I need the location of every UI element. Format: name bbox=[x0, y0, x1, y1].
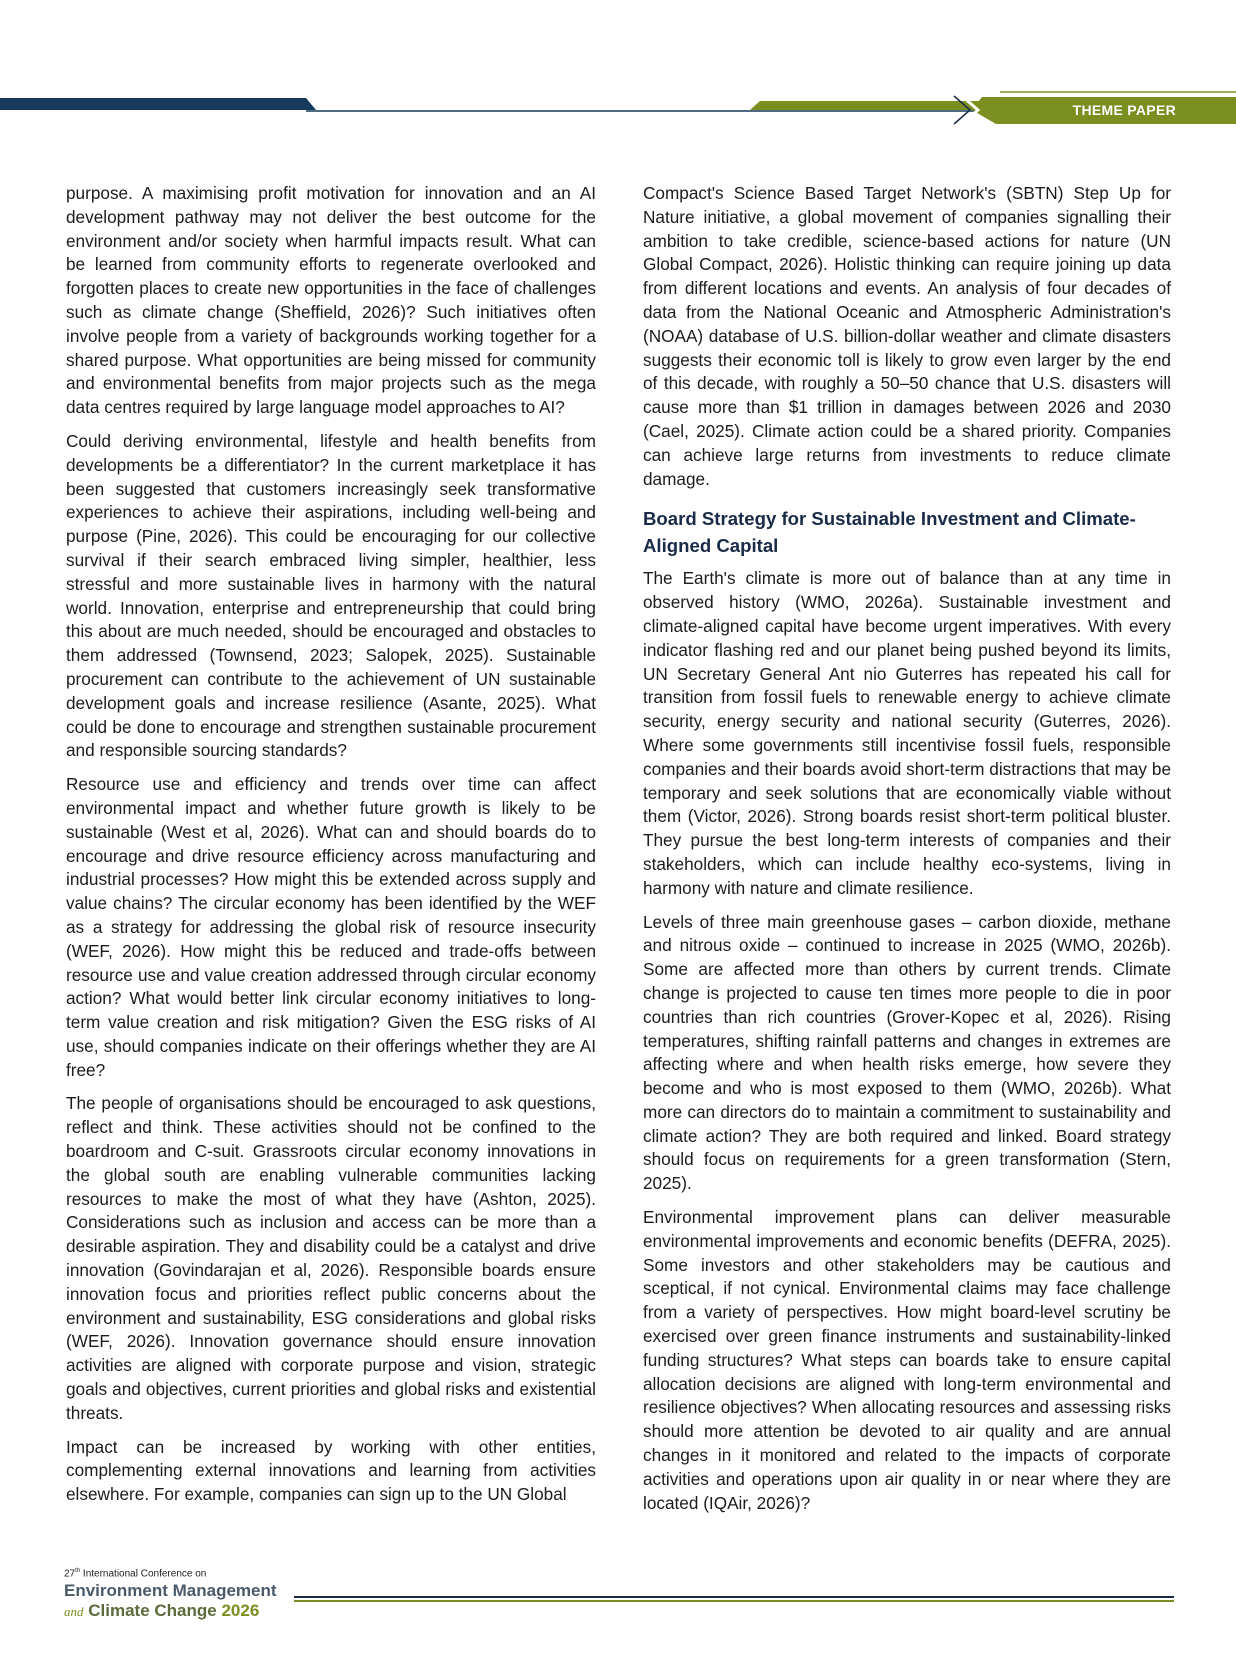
conference-title-line2 bbox=[64, 1601, 259, 1621]
conference-caption bbox=[64, 1568, 206, 1579]
section-heading: Board Strategy for Sustainable Investment and Climate-Aligned Capital bbox=[643, 508, 1136, 557]
paragraph: purpose. A maximising profit motivation for innovation and an AI development pathway may not deliver the best outcome for the environment and/or society when harmful impacts result. What can be learned from community efforts to regenerate overlooked and forgotten places to create new opportunities in the face of challenges such as climate change (Sheffield, 2026)? Such initiatives often involve people from a variety of backgrounds working together for a shared purpose. What opportunities are being missed for community and environmental benefits from major projects such as the mega data centres required by large language model approaches to AI? bbox=[66, 183, 596, 418]
paragraph: Could deriving environmental, lifestyle and health benefits from developments be a differentiator? In the current marketplace it has been suggested that customers increasingly seek transformative experiences to achieve their aspirations, including well-being and purpose (Pine, 2026). This could be encouraging for our collective survival if their search embraced living simpler, healthier, less stressful and more sustainable lives in harmony with the natural world. Innovation, enterprise and entrepreneurship that could bring this about are much needed, should be encouraged and obstacles to them addressed (Townsend, 2023; Salopek, 2025). Sustainable procurement can contribute to the achievement of UN sustainable development goals and increase resilience (Asante, 2025). What could be done to encourage and strengthen sustainable procurement and responsible sourcing standards? bbox=[66, 430, 596, 761]
conference-year: 2026 bbox=[221, 1601, 260, 1620]
header-band-graphic bbox=[0, 0, 1236, 140]
conference-title-line2-text: Climate Change bbox=[88, 1601, 217, 1620]
section-label: THEME PAPER bbox=[1072, 102, 1176, 118]
paragraph: The Earth's climate is more out of balance than at any time in observed history (WMO, 2026a). Sustainable investment and climate-aligned capital have become urgent imperatives. With every indicator flashing red and our planet being pushed beyond its limits, UN Secretary General Ant nio Guterres has repeated his call for transition from fossil fuels to renewable energy to achieve climate security, energy security and national security (Guterres, 2026). Where some governments still incentivise fossil fuels, responsible companies and their boards avoid short-term distractions that may be temporary and seek solutions that are economically viable without them (Victor, 2026). Strong boards resist short-term political bluster. They pursue the best long-term interests of companies and their stakeholders, which can include healthy eco-systems, living in harmony with nature and climate resilience. bbox=[643, 568, 1171, 898]
left-column bbox=[66, 182, 596, 1517]
conference-ordinal: 27 bbox=[64, 1568, 76, 1580]
page-footer bbox=[64, 1568, 1174, 1628]
paragraph: Environmental improvement plans can deliver measurable environmental improvements and economic benefits (DEFRA, 2025). Some investors and other stakeholders may be cautious and sceptical, if not cynical. Environmental claims may face challenge from a variety of perspectives. How might board-level scrutiny be exercised over green finance instruments and sustainability-linked funding structures? What steps can boards take to ensure capital allocation decisions are aligned with long-term environmental and resilience objectives? When allocating resources and assessing risks should more attention be devoted to air quality and are annual changes in it monitored and related to the impacts of corporate activities and operations upon air quality in or near where they are located (IQAir, 2026)? bbox=[643, 1207, 1171, 1513]
paragraph: Compact's Science Based Target Network's (SBTN) Step Up for Nature initiative, a global movement of companies signalling their ambition to take credible, science-based actions for nature (UN Global Compact, 2026). Holistic thinking can require joining up data from different locations and events. An analysis of four decades of data from the National Oceanic and Atmospheric Administration's (NOAA) database of U.S. billion-dollar weather and climate disasters suggests their economic toll is likely to grow even larger by the end of this decade, with roughly a 50–50 chance that U.S. disasters will cause more than $1 trillion in damages between 2026 and 2030 (Cael, 2025). Climate action could be a shared priority. Companies can achieve large returns from investments to reduce climate damage. bbox=[643, 183, 1171, 489]
conference-title-line1: Environment Management bbox=[64, 1581, 277, 1600]
conference-caption-text: International Conference on bbox=[82, 1568, 207, 1580]
page-header bbox=[0, 0, 1236, 140]
paragraph: Resource use and efficiency and trends over time can affect environmental impact and whether future growth is likely to be sustainable (West et al, 2026). What can and should boards do to encourage and drive resource efficiency across manufacturing and industrial processes? How might this be extended across supply and value chains? The circular economy has been identified by the WEF as a strategy for addressing the global risk of resource insecurity (WEF, 2026). How might this be reduced and trade-offs between resource use and value creation addressed through circular economy action? What would better link circular economy initiatives to long-term value creation and risk mitigation? Given the ESG risks of AI use, should companies indicate on their offerings whether they are AI free? bbox=[66, 774, 596, 1080]
paragraph: Levels of three main greenhouse gases – carbon dioxide, methane and nitrous oxide – continued to increase in 2025 (WMO, 2026b). Some are affected more than others by current trends. Climate change is projected to cause ten times more people to die in poor countries than rich countries (Grover-Kopec et al, 2026). Rising temperatures, shifting rainfall patterns and changes in extremes are affecting where and when health risks emerge, how severe they become and who is most exposed to them (WMO, 2026b). What more can directors do to maintain a commitment to sustainability and climate action? They are both required and linked. Board strategy should focus on requirements for a green transformation (Stern, 2025). bbox=[643, 911, 1171, 1194]
footer-rule-navy bbox=[294, 1596, 1174, 1598]
conference-and: and bbox=[64, 1604, 84, 1619]
footer-rule-green bbox=[294, 1600, 1174, 1602]
conference-ordinal-suffix: th bbox=[75, 1568, 81, 1574]
paragraph: The people of organisations should be encouraged to ask questions, reflect and think. These activities should not be confined to the boardroom and C-suit. Grassroots circular economy innovations in the global south are enabling vulnerable communities lacking resources to make the most of what they have (Ashton, 2025). Considerations such as inclusion and access can be more than a desirable aspiration. They and disability could be a catalyst and drive innovation (Govindarajan et al, 2026). Responsible boards ensure innovation focus and priorities reflect public concerns about the environment and sustainability, ESG considerations and global risks (WEF, 2026). Innovation governance should ensure innovation activities are aligned with corporate purpose and vision, strategic goals and objectives, current priorities and global risks and existential threats. bbox=[66, 1093, 596, 1423]
paragraph: Impact can be increased by working with other entities, complementing external innovations and learning from activities elsewhere. For example, companies can sign up to the UN Global bbox=[66, 1436, 596, 1505]
right-column bbox=[643, 182, 1171, 1525]
